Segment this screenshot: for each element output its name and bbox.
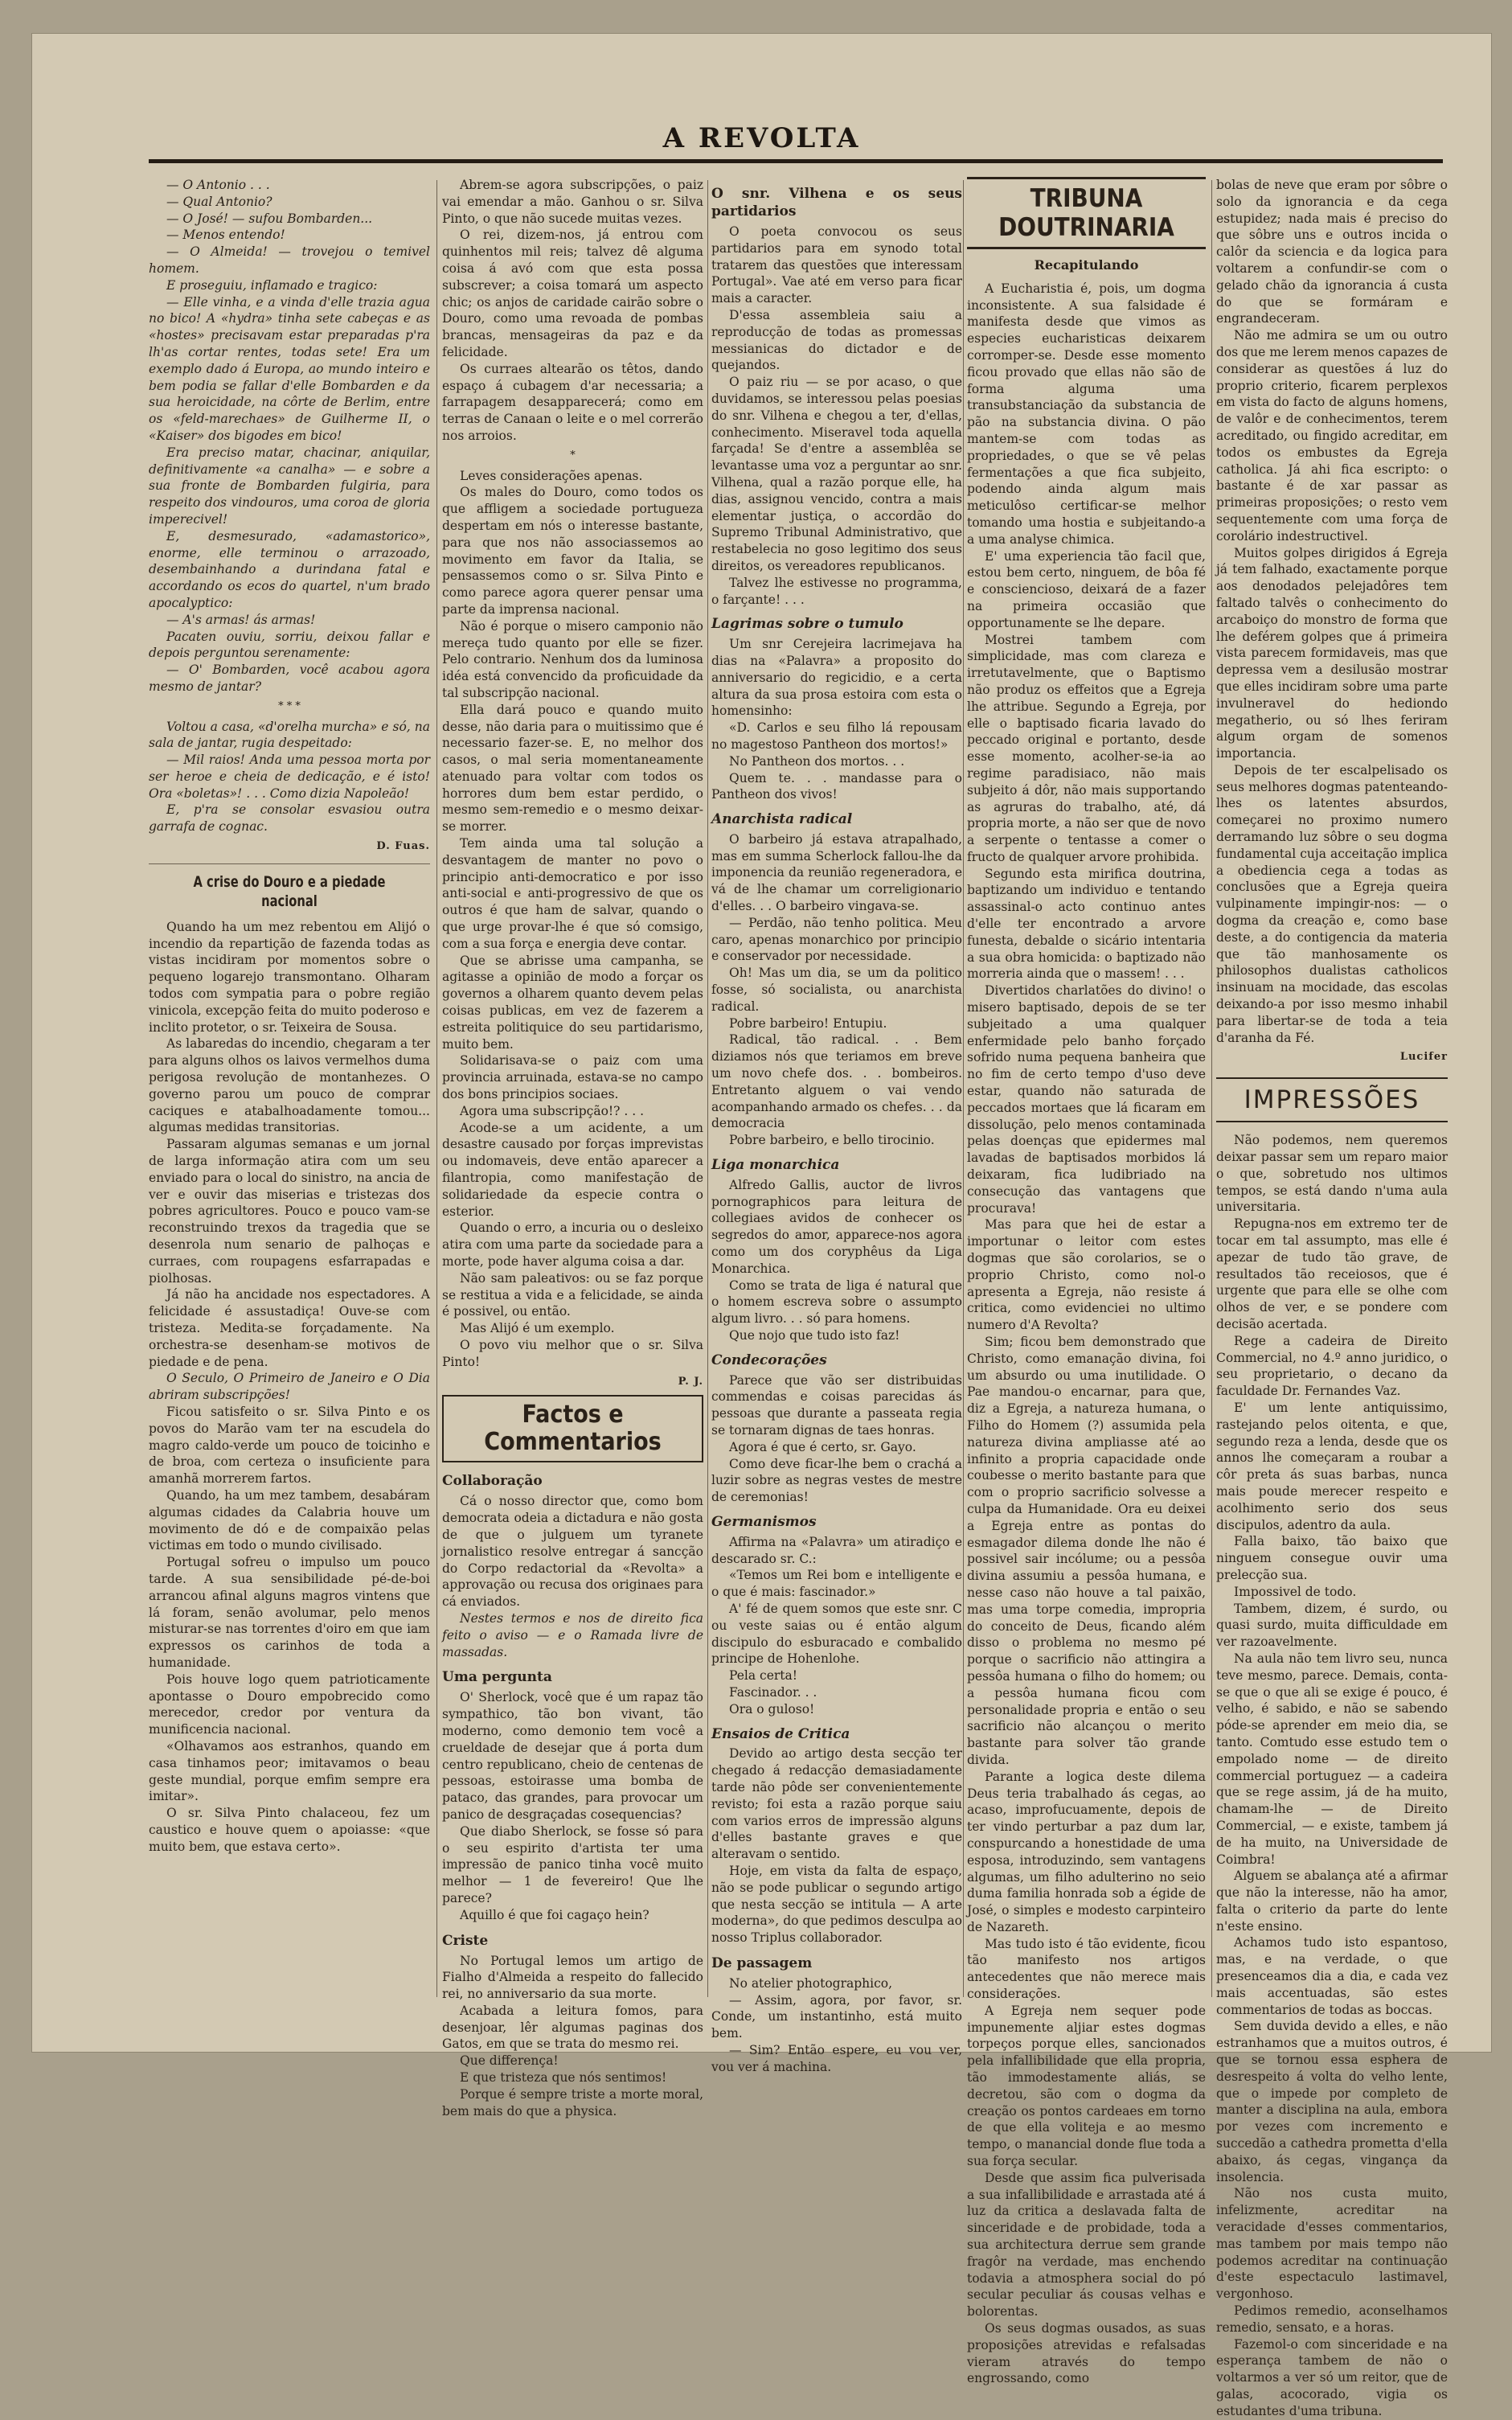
paragraph: Devido ao artigo desta secção ter chegado á redacção demasiadamente tarde não pôde ser convenientemente revisto; foi esta a razão porque saiu com varios erros de impressão alguns d'elles bastante graves e que alteravam o sentido. — [711, 1746, 962, 1862]
section-title: Condecorações — [711, 1352, 827, 1368]
section-title: Lagrimas sobre o tumulo — [711, 616, 904, 633]
paragraph: Os curraes altearão os têtos, dando espaço á cubagem d'ar necessaria; a farrapagem desapparecerá; como em terras de Canaan o leite e o mel correrão nos arroios. — [442, 361, 703, 443]
section-title: Collaboração — [442, 1473, 543, 1490]
paragraph: Cá o nosso director que, como bom democrata odeia a dictadura e não gosta de que o julguem um tyranete jornalistico resolve entregar á sancção do Corpo redactorial da «Revolta» a approvação ou recusa dos originaes para cá enviados. — [442, 1494, 703, 1610]
column-2 — [442, 177, 703, 2119]
paragraph: O' Sherlock, você que é um rapaz tão sympathico, tão bon vivant, tão moderno, como demonio tem você a crueldade de desejar que á porta dum centro republicano, cheio de centenas de pessoas, estoirasse uma bomba de pataco, das grandes, para provocar um panico de desgraçadas cosequencias? — [442, 1690, 703, 1822]
column-rule — [707, 180, 708, 1997]
paragraph: A Eucharistia é, pois, um dogma inconsistente. A sua falsidade é manifesta desde que vimos as especies eucharisticas deixarem corromper-se. Desde esse momento ficou provado que ellas não são de forma alguma uma transubstanciação da substancia de pão na substancia divina. O pão mantem-se com todas as propriedades, o que se vê pelas fermentações a que fica subjeito, podendo ainda algum mais meticulôso certificar-se melhor tomando uma hostia e subjeitando-a a uma analyse chimica. — [967, 281, 1206, 547]
dialogue-line: — Qual Antonio? — [166, 194, 272, 209]
paragraph: — Sim? Então espere, eu vou ver, vou ver á machina. — [711, 2043, 962, 2074]
paragraph: Ella dará pouco e quando muito desse, não daria para o muitissimo que é necessario fazer-se. E, no melhor dos casos, o mal seria momentaneamente atenuado para voltar com todos os horrores dum bem estar perdido, o mesmo sem-remedio e o mesmo deixar-se morrer. — [442, 702, 703, 835]
section-title: Ensaios de Critica — [711, 1725, 850, 1742]
paragraph: Ora o guloso! — [729, 1701, 815, 1717]
column-rule — [963, 180, 964, 1997]
paragraph: Mostrei tambem com simplicidade, mas com clareza e irretutavelmente, que o Baptismo não produz os effeitos que a Egreja lhe attribue. Segundo a Egreja, por elle o baptisado ficaria lavado do peccado original e portanto, desde esse momento, acolher-se-ia ao regime paradisiaco, não mais subjeito á dôr, não mais supportando as agruras do trabalho, até, dá propria morte, a não ser que de novo a serpente o tentasse a comer o fructo de qualquer arvore prohibida. — [967, 632, 1206, 864]
paragraph: Impossivel de todo. — [1234, 1584, 1357, 1599]
column-1 — [149, 177, 430, 2002]
paragraph: Aquillo é que foi cagaço hein? — [460, 1907, 649, 1922]
paragraph: — O' Bombarden, você acabou agora mesmo de jantar? — [149, 662, 430, 694]
section-title: Uma pergunta — [442, 1669, 552, 1686]
paragraph: Sem duvida devido a elles, e não estranhamos que a muitos outros, é que se tornou essa esphera de desrespeito á volta do velho lente, que o impede por completo de manter a disciplina na aula, embora por vezes com incremento e succedão a cathedra prometta d'ella abaixo, ás cegas, vingança da insolencia. — [1216, 2019, 1448, 2184]
paragraph: E' uma experiencia tão facil que, estou bem certo, ninguem, de bôa fé e consciencioso, deixará de a fazer na primeira occasião que opportunamente se lhe depare. — [967, 548, 1206, 630]
paragraph: O poeta convocou os seus partidarios para em synodo total tratarem das questões que interessam Portugal». Vae até em verso para ficar mais a caracter. — [711, 224, 962, 306]
paragraph: No Portugal lemos um artigo de Fialho d'Almeida a respeito do fallecido rei, no anniversario da sua morte. — [442, 1953, 703, 2002]
paragraph: Porque é sempre triste a morte moral, bem mais do que a physica. — [442, 2086, 703, 2119]
section-break: * — [570, 449, 576, 461]
column-3 — [711, 177, 962, 2074]
section-title: Anarchista radical — [711, 811, 853, 828]
masthead: A REVOLTA — [662, 122, 861, 154]
paragraph: Talvez lhe estivesse no programma, o farçante! . . . — [711, 575, 962, 607]
paragraph: O paiz riu — se por acaso, o que duvidamos, se interessou pelas poesias do snr. Vilhena e chegou a ter, d'ellas, conhecimento. Miseravel toda aquella farçada! Se d'entre a assemblêa se levantasse uma voz a perguntar ao snr. Vilhena, qual a razão porque elle, ha dias, assignou vencido, contra a mais elementar justiça, o accordão do Supremo Tribunal Administrativo, que restabelecia no goso legitimo dos seus direitos, os vereadores republicanos. — [711, 375, 962, 573]
paragraph: «Olhavamos aos estranhos, quando em casa tinhamos peor; imitavamos o beau geste mundial, porque emfim sempre era imitar». — [149, 1738, 430, 1804]
paragraph: Depois de ter escalpelisado os seus melhores dogmas patenteando-lhes os latentes absurdos, começarei no proximo numero derramando luz sôbre o seu dogma fundamental cuja acceitação implica a obediencia cega a todas as conclusões que a Egreja queira vulpinamente impingir-nos: — o dogma da creação e, como base deste, a do contigencia da materia que tão manhosamente os philosophos dualistas catholicos insinuam na mocidade, das escolas deixando-a por isso mesmo inhabil para libertar-se de toda a teia d'aranha da Fé. — [1216, 762, 1448, 1045]
paragraph: «D. Carlos e seu filho lá repousam no magestoso Pantheon dos mortos!» — [711, 720, 962, 752]
paragraph: E proseguiu, inflamado e tragico: — [166, 277, 378, 293]
paragraph: Pobre barbeiro, e bello tirocinio. — [729, 1133, 935, 1148]
paragraph: Não é porque o misero camponio não mereça tudo quanto por elle se fizer. Pelo contrario. Nenhum dos da luminosa idéa está convencido da proficuidade da tal subscripção nacional. — [442, 618, 703, 700]
paragraph: — Elle vinha, e a vinda d'elle trazia agua no bico! A «hydra» tinha sete cabeças e as «hostes» precisavam estar preparadas p'ra lh'as cortar rentes, todas sete! Era um exemplo dado á Europa, ao mundo inteiro e bem podia se fallar d'elle Bombarden e da sua heroicidade, na côrte de Berlim, entre os «feld-marechaes» de Guilherme II, o «Kaiser» dos bigodes em bico! — [149, 294, 430, 443]
paragraph: Pobre barbeiro! Entupiu. — [729, 1015, 887, 1031]
paragraph: Quando, ha um mez tambem, desabáram algumas cidades da Calabria houve um movimento de dó e de compaixão pelas victimas em todo o mundo civilisado. — [149, 1487, 430, 1553]
paragraph: Fascinador. . . — [729, 1684, 817, 1700]
paragraph: Quando ha um mez rebentou em Alijó o incendio da repartição de fazenda todas as vistas incidiram por momentos sobre o pequeno logarejo transmontano. Olharam todos com sympatia para o pobre região vinicola, excepção feita do muito poderoso e inclito protetor, o sr. Teixeira de Sousa. — [149, 919, 430, 1035]
paragraph: O Seculo, O Primeiro de Janeiro e O Dia abriram subscripções! — [149, 1371, 430, 1403]
paragraph: No atelier photographico, — [729, 1975, 893, 1991]
paragraph: Pedimos remedio, aconselhamos remedio, sensato, e a horas. — [1216, 2303, 1448, 2335]
paragraph: — Mil raios! Anda uma pessoa morta por ser heroe e cheia de dedicação, e é isto! Ora «boletas»! . . . Como dizia Napoleão! — [149, 753, 430, 801]
section-header-impressoes: IMPRESSÕES — [1216, 1077, 1448, 1122]
paragraph: Os seus dogmas ousados, as suas proposições atrevidas e refalsadas vieram através do tempo engrossando, como — [967, 2321, 1206, 2386]
paragraph: E, desmesurado, «adamastorico», enorme, elle terminou o arrazoado, desembainhando a durindana fatal e accordando os ecos do quartel, n'um brado apocalyptico: — [149, 528, 430, 610]
paragraph: Achamos tudo isto espantoso, mas, e na verdade, o que presenceamos dia a dia, e cada vez mais accentuadas, são estes commentarios de todas as boccas. — [1216, 1935, 1448, 2017]
paragraph: No Pantheon dos mortos. . . — [729, 753, 905, 769]
dialogue-line: — O José! — sufou Bombarden... — [166, 211, 373, 226]
section-header-tribuna: TRIBUNA DOUTRINARIA — [967, 177, 1206, 249]
paragraph: Tem ainda uma tal solução a desvantagem de manter no povo o principio anti-democratico e por isso anti-social e anti-progressivo de que os outros é que ham de salvar, quando o que urge provar-lhe é que só comsigo, com a sua força e energia deve contar. — [442, 836, 703, 951]
paragraph: Quem te. . . mandasse para o Pantheon dos vivos! — [711, 770, 962, 802]
paragraph: Parante a logica deste dilema Deus teria trabalhado ás cegas, ao acaso, improfucuamente, depois de ter vindo perturbar a paz dum lar, conspurcando a honestidade de uma esposa, introduzindo, sem vantagens algumas, um filho adulterino no seio duma familia honrada sob a égide de José, o simples e modesto carpinteiro de Nazareth. — [967, 1769, 1206, 1934]
paragraph: Pois houve logo quem patrioticamente apontasse o Douro empobrecido como merecedor, credor por ventura da munificencia nacional. — [149, 1671, 430, 1737]
paragraph: Não me admira se um ou outro dos que me lerem menos capazes de considerar as questões á luz do proprio criterio, ficarem perplexos em vista do facto de alguns homens, de valôr e de conhecimentos, terem acreditado, ou fingido acreditar, em todos os embustes da Egreja catholica. Já ahi fica escripto: o bastante é de xar passar as primeiras proposições; o resto vem sequentemente com uma força de corolário indestructivel. — [1216, 328, 1448, 543]
paragraph: Divertidos charlatões do divino! o misero baptisado, depois de se ter subjeitado a uma qualquer enfermidade pelo banho forçado sofrido numa pequena banheira que no fim de certo tempo d'uso deve estar, quando não saturada de peccados mortaes que lá ficaram em dissolução, pelo menos contaminada pelas doenças que epidermes mal lavadas de baptisados morbidos lá deixaram, fica ludibriado na consecução das vantagens que procurava! — [967, 983, 1206, 1216]
paragraph: Muitos golpes dirigidos á Egreja já tem falhado, exactamente porque aos denodados pelejadôres tem faltado talvês o conhecimento do arcaboiço do monstro de forma que lhe deférem golpes que á primeira vista parecem formidaveis, mas que depressa vem a desilusão mostrar que elles incidiram sobre uma parte invulneravel do hediondo megatherio, ou só lhes feriram algum orgam de somenos importancia. — [1216, 545, 1448, 761]
dialogue-line: — Menos entendo! — [166, 228, 285, 243]
paragraph: Desde que assim fica pulverisada a sua infallibilidade e arrastada até á luz da critica a deslavada falta de sinceridade e de probidade, toda a sua architectura derrue sem grande fragôr na verdade, mas enchendo todavia a atmosphera social do pó secular peculiar ás cousas velhas e bolorentas. — [967, 2170, 1206, 2320]
dialogue-line: — O Almeida! — trovejou o temivel homem. — [149, 244, 430, 276]
column-rule — [1211, 180, 1212, 1997]
section-title: O snr. Vilhena e os seus partidarios — [711, 186, 962, 219]
section-title: Liga monarchica — [711, 1157, 840, 1174]
article-subtitle: Recapitulando — [1034, 257, 1139, 273]
paragraph: Voltou a casa, «d'orelha murcha» e só, na sala de jantar, rugia despeitado: — [149, 719, 430, 751]
paragraph: Pacaten ouviu, sorriu, deixou fallar e depois perguntou serenamente: — [149, 629, 430, 661]
paragraph: Que differença! — [460, 2053, 559, 2069]
newspaper-page — [32, 34, 1491, 2418]
divider — [149, 863, 430, 864]
paragraph: Repugna-nos em extremo ter de tocar em tal assumpto, mas elle é apezar de tudo tão grave, de resultados tão receiosos, que é urgente que para elle se olhe com olhos de ver, e se pondere com decisão acertada. — [1216, 1216, 1448, 1331]
section-title: Criste — [442, 1932, 489, 1949]
paragraph: Fazemol-o com sinceridade e na esperança tambem de não o voltarmos a ver só um reitor, que de galas, acocorado, vigia os estudantes d'uma tribuna. — [1216, 2336, 1448, 2418]
paragraph: Um snr Cerejeira lacrimejava ha dias na «Palavra» a proposito do anniversario do regicidio, e a certa altura da sua prosa estoira com esta o homensinho: — [711, 637, 962, 719]
section-title: Germanismos — [711, 1513, 817, 1530]
column-4 — [967, 177, 1206, 2386]
paragraph: Mas tudo isto é tão evidente, ficou tão manifesto nos artigos antecedentes que não merece mais considerações. — [967, 1936, 1206, 2002]
paragraph: Era preciso matar, chacinar, aniquilar, definitivamente «a canalha» — e sobre a sua fronte de Bombarden fulgiria, para respeito dos vindouros, uma coroa de gloria imperecivel! — [149, 445, 430, 527]
paragraph: Mas Alijó é um exemplo. — [460, 1321, 615, 1336]
paragraph: Quando o erro, a incuria ou o desleixo atira com uma parte da sociedade para a morte, pode haver alguma coisa a dar. — [442, 1220, 703, 1269]
column-5 — [1216, 177, 1448, 2418]
paragraph: Já não ha ancidade nos espectadores. A felicidade é assustadiça! Ouve-se com tristeza. Medita-se forçadamente. Na orchestra-se desenham-se motivos de piedade e de pena. — [149, 1287, 430, 1369]
paragraph: — Perdão, não tenho politica. Meu caro, apenas monarchico por principio e conservador por necessidade. — [711, 915, 962, 964]
paragraph: Parece que vão ser distribuidas commendas e coisas parecidas ás pessoas que durante a passeata regia se tornaram dignas de taes honras. — [711, 1372, 962, 1438]
paragraph: Portugal sofreu o impulso um pouco tarde. A sua sensibilidade pé-de-boi arrancou afinal alguns magros vintens que lá foram, senão avolumar, pelo menos misturar-se nas torrentes d'oiro em que iam expressos os carinhos de toda a humanidade. — [149, 1555, 430, 1670]
paragraph: Falla baixo, tão baixo que ninguem consegue ouvir uma prelecção sua. — [1216, 1534, 1448, 1582]
column-rule — [436, 180, 437, 1997]
masthead-rule — [149, 159, 1443, 163]
paragraph: Sim; ficou bem demonstrado que Christo, como emanação divina, foi um absurdo ou uma inutilidade. O Pae mandou-o encarnar, para que, diz a Egreja, a natureza humana, o Filho do Homem (?) assumida pela natureza divina ampliasse até ao infinito a propria capacidade onde coubesse o merito bastante para que com o proprio sacrificio solvesse a culpa da Humanidade. Ora eu deixei a Egreja entre as pontas do esmagador dilema donde lhe não é possivel sair incólume; ou a pessôa divina assumiu a pessôa humana, e nesse caso não houve a tal paixão, mas uma torpe comedia, impropria do conceito de Deus, ficando além disso o problema no mesmo pé porque o sacrificio não attingira a pessôa humana o filho do homem; ou a pessôa humana ficou com personalidade propria e então o seu sacrificio não alcançou o merito bastante para solver tão grande divida. — [967, 1335, 1206, 1767]
paragraph: «Temos um Rei bom e intelligente e o que é mais: fascinador.» — [711, 1568, 962, 1600]
paragraph: Passaram algumas semanas e um jornal de larga informação atira com um seu enviado para o local do sinistro, na ancia de ver e ouvir das miserias e tristezas dos pobres agricultores. Pouco e pouco vam-se reconstruindo trexos da tragedia que se desenrola num senario de palhoças e curraes, com roupagens esfarrapadas e piolhosas. — [149, 1137, 430, 1286]
paragraph: Que se abrisse uma campanha, se agitasse a opinião de modo a forçar os governos a olharem quanto devem pelas coisas publicas, em vez de fazerem a estreita politiquice do seu partidarismo, muito bem. — [442, 953, 703, 1052]
signature: Lucifer — [1399, 1051, 1448, 1064]
paragraph: Mas para que hei de estar a importunar o leitor com estes dogmas que são corolarios, se o proprio Christo, como nol-o apresenta a Egreja, não resiste á critica, como evidenciei no ultimo numero d'A Revolta? — [967, 1217, 1206, 1333]
paragraph: As labaredas do incendio, chegaram a ter para alguns olhos os laivos vermelhos duma perigosa revolução de montanhezes. O governo parou um pouco de comprar caciques e atabalhoadamente tomou... algumas medidas transitorias. — [149, 1036, 430, 1135]
paragraph: Leves considerações apenas. — [460, 468, 643, 483]
paragraph: Ficou satisfeito o sr. Silva Pinto e os povos do Marão vam ter na escudela do magro caldo-verde um pouco de toicinho e de broa, com certeza o insuficiente para amanhã morrerem fartos. — [149, 1404, 430, 1487]
paragraph: E, p'ra se consolar esvasiou outra garrafa de cognac. — [149, 802, 430, 835]
paragraph: O sr. Silva Pinto chalaceou, fez um caustico e houve quem o apoiasse: «que muito bem, que estava certo». — [149, 1806, 430, 1854]
signature: P. J. — [678, 1375, 703, 1388]
paragraph: Segundo esta mirifica doutrina, baptizando um individuo e tentando assassinal-o acto continuo antes d'elle ter encontrado a arvore funesta, debalde o sicário intentaria a sua obra homicida: o baptizado não morreria ainda que o massem! . . . — [967, 866, 1206, 982]
paragraph: Nestes termos e nos de direito fica feito o aviso — e o Ramada livre de massadas. — [442, 1610, 703, 1659]
paragraph: Affirma na «Palavra» um atiradiço e descarado sr. C.: — [711, 1534, 962, 1566]
paragraph: Alguem se abalança até a afirmar que não la interesse, não ha amor, falta o criterio da parte do lente n'este ensino. — [1216, 1868, 1448, 1934]
paragraph: O rei, dizem-nos, já entrou com quinhentos mil reis; talvez dê alguma coisa á avó com que esta possa subscrever; a coisa tomará um aspecto chic; os anjos de caridade cairão sobre o Douro, como uma revoada de pombas brancas, mensageiras da paz e da felicidade. — [442, 228, 703, 359]
paragraph: Pela certa! — [729, 1668, 797, 1684]
section-break: * * * — [278, 699, 301, 712]
paragraph: Tambem, dizem, é surdo, ou quasi surdo, muita difficuldade em ver razoavelmente. — [1216, 1601, 1448, 1650]
paragraph: A' fé de quem somos que este snr. C ou veste saias ou é então algum discipulo do esburacado e combalido principe de Hohenlohe. — [711, 1601, 962, 1667]
paragraph: Na aula não tem livro seu, nunca teve mesmo, parece. Demais, conta-se que o que ali se exige é pouco, é velho, é sabido, e não se sabendo póde-se aprender em meio dia, se tanto. Comtudo esse estudo tem o empolado nome — de direito commercial portuguez — a cadeira que se rege assim, já de ha muito, chamam-lhe — de Direito Commercial, — e existe, tambem já de ha muito, na Universidade de Coimbra! — [1216, 1651, 1448, 1867]
section-header-factos: Factos e Commentarios — [442, 1395, 703, 1462]
paragraph: Alfredo Gallis, auctor de livros pornographicos para leitura de collegiaes avidos de conhecer os segredos do amor, apparece-nos agora como um dos coryphêus da Liga Monarchica. — [711, 1177, 962, 1276]
paragraph: Que diabo Sherlock, se fosse só para o seu espirito d'artista ter uma impressão de panico tinha você muito melhor — 1 de fevereiro! Que lhe parece? — [442, 1823, 703, 1905]
paragraph: Acabada a leitura fomos, para desenjoar, lêr algumas paginas dos Gatos, em que se trata do mesmo rei. — [442, 2003, 703, 2052]
paragraph: Abrem-se agora subscripções, o paiz vai emendar a mão. Ganhou o sr. Silva Pinto, o que não sucede muitas vezes. — [442, 178, 703, 226]
paragraph: A Egreja nem sequer pode impunemente aljiar estes dogmas torpeços porque elles, sancionados pela infallibilidade que ella propria, tão immodestamente aliás, se decretou, são com o dogma da creação os pontos cardeaes em torno de que ella voliteja e ao mesmo tempo, o manancial donde flue toda a sua força secular. — [967, 2003, 1206, 2169]
paragraph: Não sam paleativos: ou se faz porque se restitua a vida e a felicidade, se ainda é possivel, ou então. — [442, 1270, 703, 1319]
paragraph: Oh! Mas um dia, se um da politico fosse, só socialista, ou anarchista radical. — [711, 966, 962, 1014]
paragraph: Solidarisava-se o paiz com uma provincia arruinada, estava-se no campo dos bons principios sociaes. — [442, 1053, 703, 1102]
paragraph: Não nos custa muito, infelizmente, acreditar na veracidade d'esses commentarios, mas tambem por mais tempo não podemos acreditar na continuação d'este espectaculo lastimavel, vergonhoso. — [1216, 2186, 1448, 2302]
signature: D. Fuas. — [376, 840, 430, 853]
paragraph: Os males do Douro, como todos os que affligem a sociedade portugueza despertam em nós o interesse bastante, para que nos não associassemos ao movimento em favor da Italia, se pensassemos como o sr. Silva Pinto e como parece agora querer pensar uma parte da imprensa nacional. — [442, 485, 703, 617]
paragraph: — Assim, agora, por favor, sr. Conde, um instantinho, está muito bem. — [711, 1992, 962, 2041]
paragraph: Que nojo que tudo isto faz! — [729, 1328, 900, 1343]
paragraph: — A's armas! ás armas! — [166, 612, 316, 627]
section-title: De passagem — [711, 1954, 813, 1971]
paragraph: O povo viu melhor que o sr. Silva Pinto! — [442, 1337, 703, 1369]
paragraph: Rege a cadeira de Direito Commercial, no 4.º anno juridico, o seu proprietario, o decano da faculdade Dr. Fernandes Vaz. — [1216, 1333, 1448, 1399]
paragraph: Como se trata de liga é natural que o homem escreva sobre o assumpto algum livro. . . só para homens. — [711, 1278, 962, 1327]
dialogue-line: — O Antonio . . . — [166, 178, 270, 192]
paragraph: Como deve ficar-lhe bem o crachá a luzir sobre as negras vestes de mestre de ceremonias! — [711, 1456, 962, 1505]
paragraph: D'essa assembleia saiu a reproducção de todas as promessas messianicas do dictador e de quejandos. — [711, 307, 962, 373]
paragraph: E que tristeza que nós sentimos! — [460, 2070, 667, 2086]
paragraph: E' um lente antiquissimo, rastejando pelos oitenta, e que, segundo reza a lenda, desde que os annos lhe começaram a roubar a côr preta ás suas barbas, nunca mais poude merecer respeito e acolhimento serio dos seus discipulos, adentro da aula. — [1216, 1400, 1448, 1532]
paragraph: Acode-se a um acidente, a um desastre causado por forças imprevistas ou indomaveis, deve então aparecer a filantropia, como manifestação de solidariedade da especie contra o esterior. — [442, 1120, 703, 1219]
article-title: A crise do Douro e a piedade nacional — [193, 872, 386, 910]
paragraph: Radical, tão radical. . . Bem diziamos nós que teriamos em breve um novo chefe dos. . . bombeiros. Entretanto alguem o vai vendo acompanhando armado os chefes. . . da democracia — [711, 1032, 962, 1131]
paragraph: Hoje, em vista da falta de espaço, não se pode publicar o segundo artigo que nesta secção se intitula — A arte moderna», do que pedimos desculpa ao nosso Triplus collaborador. — [711, 1863, 962, 1946]
paragraph: bolas de neve que eram por sôbre o solo da ignorancia e da cega estupidez; nada mais é preciso do que sôbre uns e outros incida o calôr da sciencia e da logica para voltarem a confundir-se com o gelado chão da ignorancia á custa do que se formáram e engrandeceram. — [1216, 178, 1448, 326]
paragraph: Agora uma subscripção!? . . . — [460, 1103, 645, 1118]
paragraph: O barbeiro já estava atrapalhado, mas em summa Scherlock fallou-lhe da imponencia da reunião regeneradora, e vá de lhe chamar um correligionario d'elles. . . O barbeiro vingava-se. — [711, 831, 962, 914]
paragraph: Agora é que é certo, sr. Gayo. — [729, 1439, 916, 1454]
paragraph: Não podemos, nem queremos deixar passar sem um reparo maior o que, sobretudo nos ultimos tempos, se está dando n'uma aula universitaria. — [1216, 1133, 1448, 1215]
